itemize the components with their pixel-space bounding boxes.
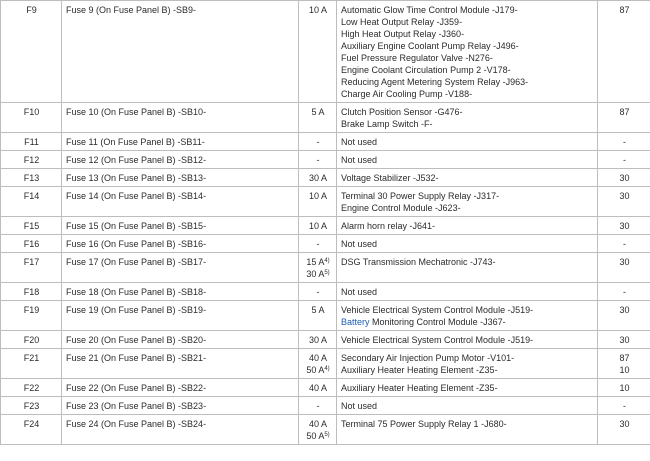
terminal-number: 87 — [619, 5, 630, 15]
fuse-rating-cell — [299, 235, 337, 253]
protected-components-cell — [337, 379, 598, 397]
protected-components-cell — [337, 217, 598, 235]
fuse-slot: F15 — [23, 221, 40, 231]
fuse-description: Fuse 13 (On Fuse Panel B) -SB13- — [66, 173, 207, 183]
terminal-cell — [598, 103, 650, 133]
terminal-cell — [598, 415, 650, 445]
fuse-rating: 5 A — [311, 107, 325, 117]
footnote-ref[interactable]: 4) — [324, 258, 330, 264]
component-name: Vehicle Electrical System Control Module -J519- — [341, 335, 534, 345]
table-row — [1, 169, 650, 187]
fuse-rating: 50 A — [306, 365, 325, 375]
component-name: Vehicle Electrical System Control Module -J519- — [341, 305, 534, 315]
fuse-description: Fuse 11 (On Fuse Panel B) -SB11- — [66, 137, 205, 147]
component-name: Not used — [341, 287, 378, 297]
fuse-description-cell — [62, 1, 299, 103]
fuse-description: Fuse 9 (On Fuse Panel B) -SB9- — [66, 5, 197, 15]
fuse-slot: F22 — [23, 383, 40, 393]
fuse-slot: F14 — [23, 191, 40, 201]
table-row — [1, 415, 650, 445]
fuse-slot: F16 — [23, 239, 40, 249]
table-row — [1, 235, 650, 253]
fuse-rating: 10 A — [308, 221, 328, 231]
fuse-rating: 30 A — [306, 269, 325, 279]
fuse-slot-cell — [1, 253, 62, 283]
fuse-rating: 40 A — [308, 353, 328, 363]
terminal-number: - — [623, 155, 626, 165]
fuse-slot: F18 — [23, 287, 40, 297]
fuse-description-cell — [62, 187, 299, 217]
terminal-cell — [598, 133, 650, 151]
terminal-number: 10 — [619, 383, 630, 393]
fuse-rating-cell — [299, 397, 337, 415]
fuse-rating-line — [303, 154, 333, 166]
component-name: DSG Transmission Mechatronic -J743- — [341, 257, 496, 267]
fuse-description-cell — [62, 283, 299, 301]
fuse-rating-cell — [299, 415, 337, 445]
fuse-slot: F10 — [23, 107, 40, 117]
table-row — [1, 331, 650, 349]
table-row — [1, 283, 650, 301]
fuse-slot-cell — [1, 187, 62, 217]
terminal-number: - — [623, 137, 626, 147]
fuse-rating: 10 A — [308, 191, 328, 201]
fuse-slot-cell — [1, 415, 62, 445]
fuse-rating-cell — [299, 301, 337, 331]
terminal-cell — [598, 301, 650, 331]
terminal-cell — [598, 217, 650, 235]
fuse-description-cell — [62, 397, 299, 415]
terminal-cell — [598, 283, 650, 301]
fuse-rating-cell — [299, 169, 337, 187]
terminal-cell — [598, 151, 650, 169]
fuse-rating-line — [303, 364, 333, 376]
fuse-rating: 10 A — [308, 5, 328, 15]
fuse-description: Fuse 17 (On Fuse Panel B) -SB17- — [66, 257, 207, 267]
table-row — [1, 301, 650, 331]
fuse-rating: 50 A — [306, 431, 325, 441]
fuse-description-cell — [62, 133, 299, 151]
fuse-slot-cell — [1, 331, 62, 349]
fuse-slot: F12 — [23, 155, 40, 165]
footnote-ref[interactable]: 5) — [324, 270, 330, 276]
fuse-description-cell — [62, 235, 299, 253]
footnote-ref[interactable]: 5) — [324, 432, 330, 438]
protected-components-cell — [337, 187, 598, 217]
fuse-rating: - — [316, 239, 320, 249]
fuse-rating-cell — [299, 217, 337, 235]
fuse-description: Fuse 23 (On Fuse Panel B) -SB23- — [66, 401, 207, 411]
fuse-slot: F20 — [23, 335, 40, 345]
fuse-rating-line — [303, 190, 333, 202]
fuse-slot-cell — [1, 235, 62, 253]
protected-components-cell — [337, 301, 598, 331]
fuse-rating-cell — [299, 379, 337, 397]
component-name: Alarm horn relay -J641- — [341, 221, 436, 231]
fuse-rating-cell — [299, 133, 337, 151]
table-row — [1, 103, 650, 133]
fuse-description: Fuse 22 (On Fuse Panel B) -SB22- — [66, 383, 207, 393]
fuse-slot-cell — [1, 133, 62, 151]
fuse-rating-cell — [299, 187, 337, 217]
fuse-rating: 30 A — [308, 335, 328, 345]
component-name: Brake Lamp Switch -F- — [341, 119, 433, 129]
fuse-description-cell — [62, 151, 299, 169]
fuse-rating-line — [303, 352, 333, 364]
fuse-description: Fuse 16 (On Fuse Panel B) -SB16- — [66, 239, 207, 249]
fuse-slot: F24 — [23, 419, 40, 429]
table-row — [1, 1, 650, 103]
table-row — [1, 217, 650, 235]
fuse-description: Fuse 24 (On Fuse Panel B) -SB24- — [66, 419, 207, 429]
fuse-slot-cell — [1, 151, 62, 169]
component-name: Clutch Position Sensor -G476- — [341, 107, 463, 117]
fuse-slot: F17 — [23, 257, 40, 267]
fuse-rating-line — [303, 172, 333, 184]
fuse-slot: F19 — [23, 305, 40, 315]
terminal-cell — [598, 169, 650, 187]
fuse-rating-cell — [299, 331, 337, 349]
protected-components-cell — [337, 169, 598, 187]
component-line — [341, 316, 594, 328]
fuse-slot-cell — [1, 301, 62, 331]
fuse-slot-cell — [1, 217, 62, 235]
component-name: Charge Air Cooling Pump -V188- — [341, 89, 473, 99]
fuse-slot-cell — [1, 397, 62, 415]
fuse-description: Fuse 18 (On Fuse Panel B) -SB18- — [66, 287, 207, 297]
fuse-description: Fuse 12 (On Fuse Panel B) -SB12- — [66, 155, 207, 165]
table-row — [1, 349, 650, 379]
component-name: Engine Coolant Circulation Pump 2 -V178- — [341, 65, 511, 75]
fuse-slot: F23 — [23, 401, 40, 411]
protected-components-cell — [337, 283, 598, 301]
fuse-rating-line — [303, 4, 333, 16]
terminal-cell — [598, 397, 650, 415]
fuse-description-cell — [62, 217, 299, 235]
fuse-description-cell — [62, 103, 299, 133]
fuse-description: Fuse 20 (On Fuse Panel B) -SB20- — [66, 335, 207, 345]
fuse-slot: F21 — [23, 353, 40, 363]
protected-components-cell — [337, 103, 598, 133]
fuse-slot-cell — [1, 103, 62, 133]
fuse-description: Fuse 19 (On Fuse Panel B) -SB19- — [66, 305, 207, 315]
protected-components-cell — [337, 331, 598, 349]
fuse-rating: 5 A — [311, 305, 325, 315]
fuse-rating-line — [303, 268, 333, 280]
component-name: Not used — [341, 239, 378, 249]
fuse-rating: - — [316, 155, 320, 165]
fuse-rating-line — [303, 430, 333, 442]
component-name-rest: Monitoring Control Module -J367- — [369, 317, 506, 327]
component-name: Not used — [341, 401, 378, 411]
fuse-description-cell — [62, 253, 299, 283]
component-name: Terminal 75 Power Supply Relay 1 -J680- — [341, 419, 507, 429]
fuse-description: Fuse 15 (On Fuse Panel B) -SB15- — [66, 221, 207, 231]
fuse-rating-line — [303, 136, 333, 148]
component-name: High Heat Output Relay -J360- — [341, 29, 465, 39]
fuse-rating-line — [303, 400, 333, 412]
protected-components-cell — [337, 415, 598, 445]
terminal-cell — [598, 253, 650, 283]
component-name: Automatic Glow Time Control Module -J179- — [341, 5, 518, 15]
fuse-description: Fuse 14 (On Fuse Panel B) -SB14- — [66, 191, 207, 201]
footnote-ref[interactable]: 4) — [324, 366, 330, 372]
terminal-cell — [598, 187, 650, 217]
terminal-number: 87 — [619, 107, 630, 117]
component-name: Secondary Air Injection Pump Motor -V101- — [341, 353, 515, 363]
table-row — [1, 379, 650, 397]
fuse-slot-cell — [1, 169, 62, 187]
terminal-cell — [598, 331, 650, 349]
fuse-rating-line — [303, 238, 333, 250]
fuse-rating-cell — [299, 349, 337, 379]
terminal-number: 30 — [619, 221, 630, 231]
component-name: Auxiliary Engine Coolant Pump Relay -J496- — [341, 41, 519, 51]
fuse-slot: F9 — [26, 5, 37, 15]
fuse-slot: F11 — [24, 137, 39, 147]
fuse-rating: - — [316, 287, 320, 297]
fuse-description-cell — [62, 301, 299, 331]
table-row — [1, 151, 650, 169]
component-name: Reducing Agent Metering System Relay -J963- — [341, 77, 529, 87]
terminal-number: 30 — [619, 305, 630, 315]
protected-components-cell — [337, 1, 598, 103]
table-row — [1, 187, 650, 217]
fuse-rating-line — [303, 286, 333, 298]
terminal-number: 87 — [619, 353, 630, 363]
fuse-slot-cell — [1, 349, 62, 379]
terminal-number: 30 — [619, 173, 630, 183]
component-name: Low Heat Output Relay -J359- — [341, 17, 463, 27]
fuse-rating-cell — [299, 283, 337, 301]
fuse-rating-cell — [299, 151, 337, 169]
fuse-rating-line — [303, 220, 333, 232]
fuse-slot: F13 — [23, 173, 40, 183]
fuse-rating: 30 A — [308, 173, 328, 183]
fuse-table-body — [1, 1, 650, 445]
protected-components-cell — [337, 253, 598, 283]
fuse-description: Fuse 10 (On Fuse Panel B) -SB10- — [66, 107, 207, 117]
terminal-number: 30 — [619, 191, 630, 201]
fuse-description: Fuse 21 (On Fuse Panel B) -SB21- — [66, 353, 207, 363]
component-name: Not used — [341, 137, 378, 147]
component-name: Not used — [341, 155, 378, 165]
component-name: Engine Control Module -J623- — [341, 203, 461, 213]
glossary-link[interactable]: Battery — [341, 317, 370, 327]
fuse-slot-cell — [1, 283, 62, 301]
terminal-number: 30 — [619, 257, 630, 267]
terminal-number: - — [623, 239, 626, 249]
fuse-rating-line — [303, 304, 333, 316]
fuse-rating-line — [303, 256, 333, 268]
terminal-number: 30 — [619, 335, 630, 345]
fuse-description-cell — [62, 169, 299, 187]
protected-components-cell — [337, 133, 598, 151]
fuse-description-cell — [62, 415, 299, 445]
fuse-rating-cell — [299, 103, 337, 133]
component-name: Auxiliary Heater Heating Element -Z35- — [341, 365, 498, 375]
terminal-cell — [598, 235, 650, 253]
fuse-rating-line — [303, 382, 333, 394]
protected-components-cell — [337, 397, 598, 415]
component-name: Fuel Pressure Regulator Valve -N276- — [341, 53, 493, 63]
terminal-cell — [598, 1, 650, 103]
component-name: Terminal 30 Power Supply Relay -J317- — [341, 191, 500, 201]
fuse-slot-cell — [1, 1, 62, 103]
terminal-cell — [598, 349, 650, 379]
terminal-number: - — [623, 287, 626, 297]
table-row — [1, 397, 650, 415]
table-row — [1, 133, 650, 151]
fuse-rating: 15 A — [306, 257, 325, 267]
terminal-number: - — [623, 401, 626, 411]
component-name: Voltage Stabilizer -J532- — [341, 173, 439, 183]
fuse-slot-cell — [1, 379, 62, 397]
table-row — [1, 253, 650, 283]
fuse-rating-cell — [299, 1, 337, 103]
terminal-number: 30 — [619, 419, 630, 429]
fuse-rating: - — [316, 137, 320, 147]
fuse-rating: - — [316, 401, 320, 411]
protected-components-cell — [337, 151, 598, 169]
component-name: Auxiliary Heater Heating Element -Z35- — [341, 383, 498, 393]
fuse-rating-line — [303, 334, 333, 346]
fuse-rating-cell — [299, 253, 337, 283]
terminal-number: 10 — [619, 365, 630, 375]
fuse-rating: 40 A — [308, 383, 328, 393]
protected-components-cell — [337, 235, 598, 253]
protected-components-cell — [337, 349, 598, 379]
fuse-description-cell — [62, 349, 299, 379]
fuse-description-cell — [62, 331, 299, 349]
terminal-cell — [598, 379, 650, 397]
fuse-rating-line — [303, 418, 333, 430]
fuse-rating: 40 A — [308, 419, 328, 429]
fuse-description-cell — [62, 379, 299, 397]
fuse-rating-line — [303, 106, 333, 118]
